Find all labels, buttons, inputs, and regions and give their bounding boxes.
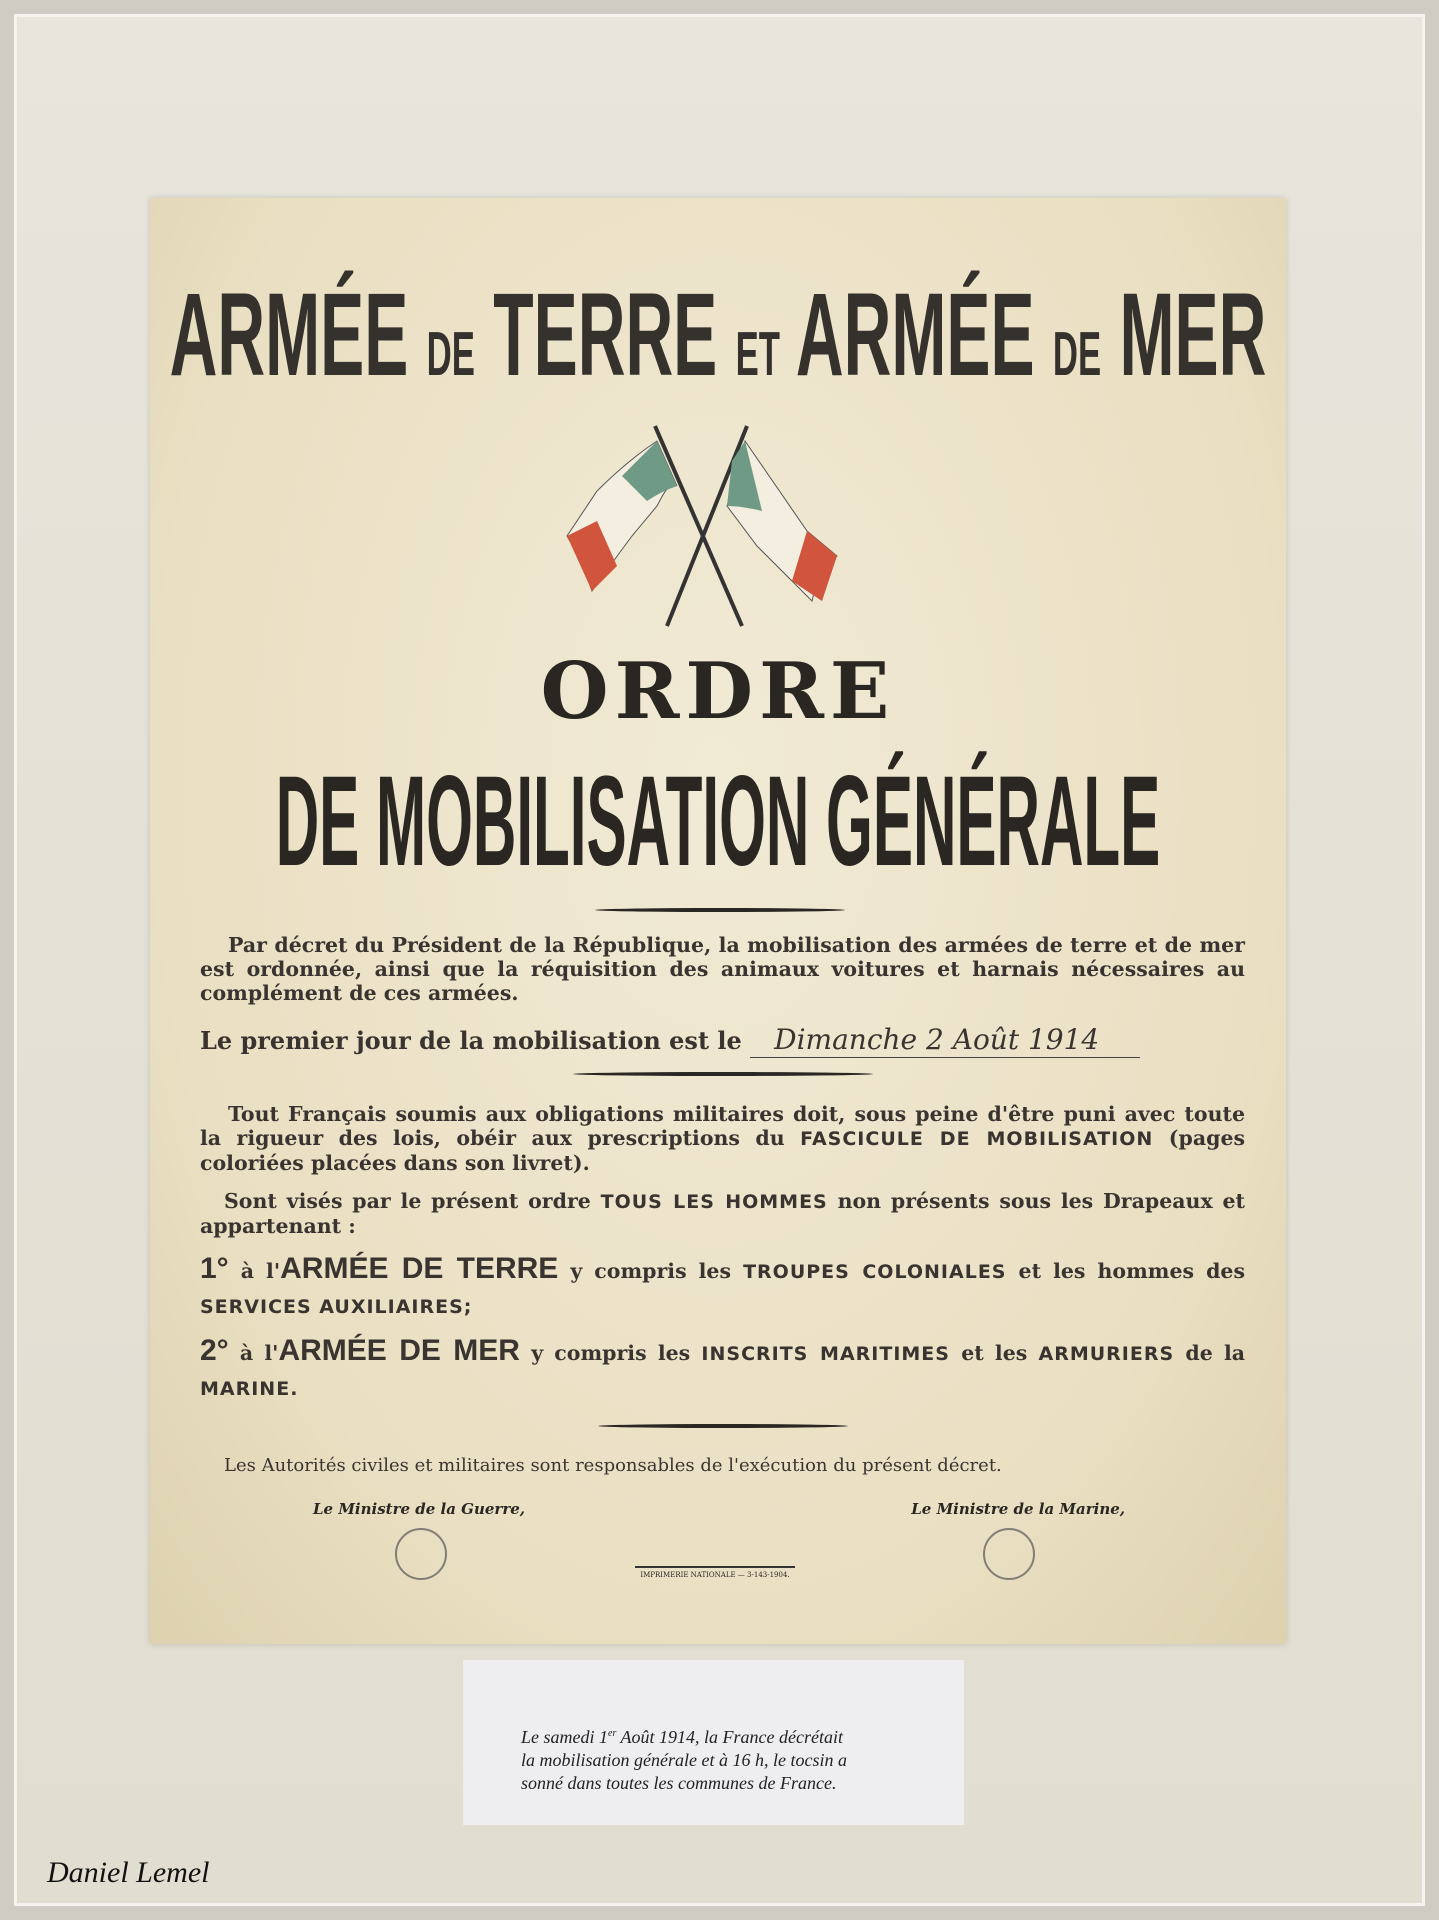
concerned-paragraph: Sont visés par le présent ordre TOUS LES HOMMES non présents sous les Drapeaux et appartenant : (200, 1189, 1246, 1238)
caption-line-2: la mobilisation générale et à 16 h, le tocsin a (521, 1750, 847, 1770)
caption-line-3: sonné dans toutes les communes de France. (521, 1773, 837, 1793)
ornament-divider (595, 908, 845, 912)
decree-paragraph: Par décret du Président de la République, la mobilisation des armées de terre et de mer est ordonnée, ainsi que la réquisition des animaux voitures et harnais nécessaires au complément de ces armées. (200, 933, 1245, 1005)
first-day-date: Dimanche 2 Août 1914 (750, 1023, 1140, 1058)
ornament-divider (598, 1424, 848, 1428)
photographer-signature: Daniel Lemel (47, 1856, 210, 1889)
signature-guerre: Le Ministre de la Guerre, (313, 1500, 525, 1518)
ornament-divider (573, 1072, 873, 1076)
poster-body (200, 933, 1245, 1580)
printer-mark: IMPRIMERIE NATIONALE — 3-143-1904. (635, 1566, 795, 1580)
caption-line-1: Le samedi 1er Août 1914, la France décrétait (521, 1727, 843, 1747)
item-armee-mer: 2° à l'ARMÉE DE MER y compris les INSCRITS MARITIMES et les ARMURIERS de la MARINE. (200, 1334, 1246, 1400)
signatures-row (200, 1500, 1245, 1518)
obligations-paragraph: Tout Français soumis aux obligations militaires doit, sous peine d'être puni avec toute la rigueur des lois, obéir aux prescriptions du FASCICULE DE MOBILISATION (pages coloriées placées dans son livret). (200, 1102, 1246, 1175)
caption-label (463, 1660, 964, 1825)
signature-marine: Le Ministre de la Marine, (911, 1500, 1125, 1518)
title-mobilisation: DE MOBILISATION GÉNÉRALE (275, 750, 1161, 893)
first-day-line: Le premier jour de la mobilisation est le Dimanche 2 Août 1914 (200, 1023, 1245, 1058)
crossed-flags-icon (557, 416, 847, 638)
authorities-paragraph: Les Autorités civiles et militaires sont responsables de l'exécution du présent décret. (224, 1455, 1002, 1476)
seal-guerre-icon (395, 1528, 447, 1580)
seal-marine-icon (983, 1528, 1035, 1580)
title-ordre: ORDRE (540, 646, 896, 737)
item-armee-terre: 1° à l'ARMÉE DE TERRE y compris les TROUPES COLONIALES et les hommes des SERVICES AUXILIAIRES; (200, 1252, 1246, 1318)
mobilisation-poster (150, 198, 1286, 1644)
poster-headline: ARMÉE DE TERRE ET ARMÉE DE MER (169, 269, 1267, 401)
seals-row (200, 1528, 1245, 1580)
